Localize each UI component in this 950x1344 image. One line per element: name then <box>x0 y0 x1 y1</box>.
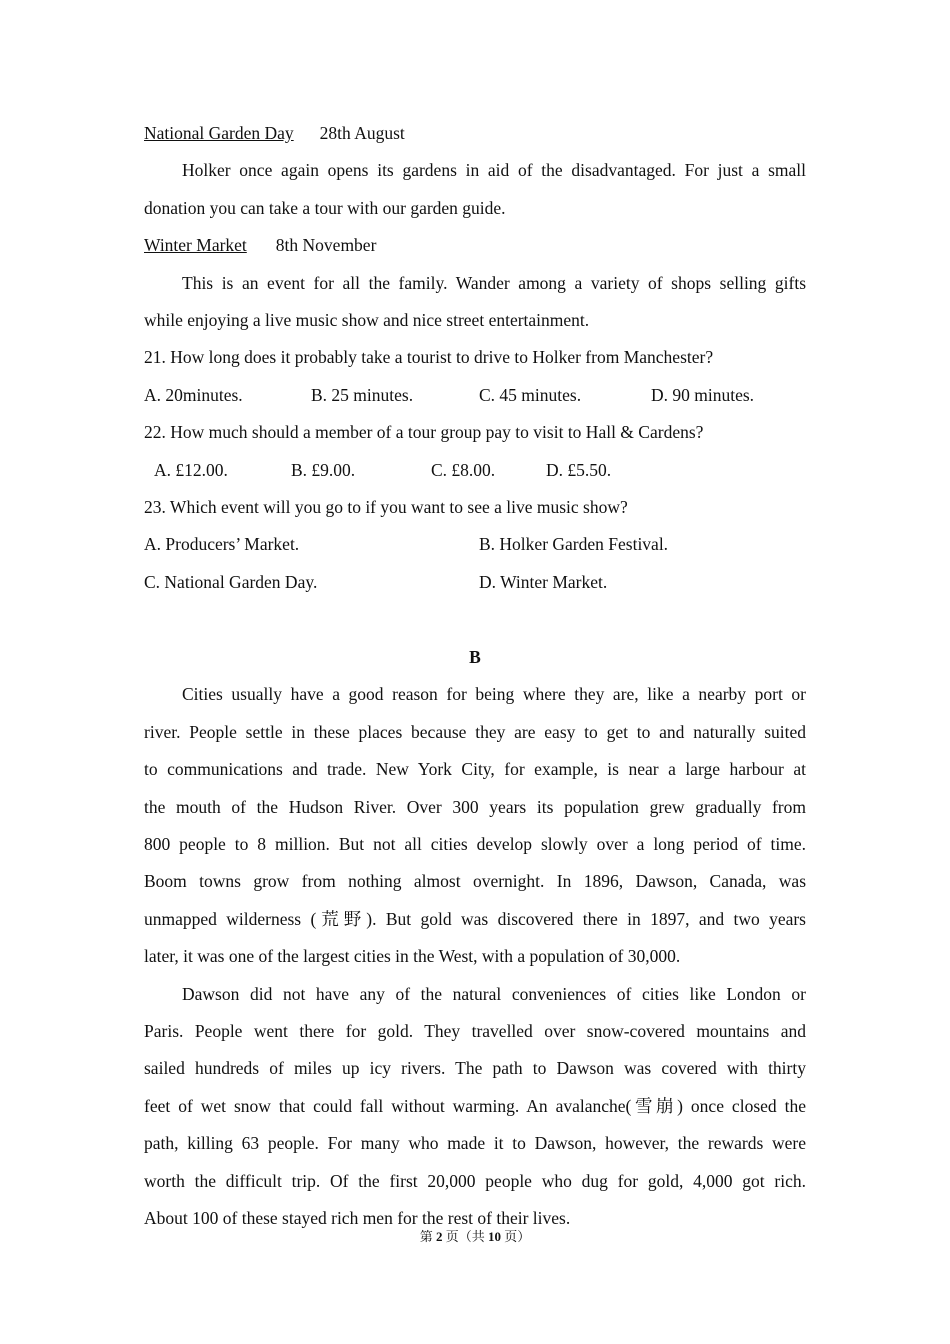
section-heading: B <box>469 647 481 668</box>
passage-line: later, it was one of the largest cities in the West, with a population of 30,000. <box>144 946 681 967</box>
passage-line: worth the difficult trip. Of the first 20,000 people who dug for gold, 4,000 got rich. <box>144 1170 806 1191</box>
passage-line: 800 people to 8 million. But not all cities develop slowly over a long period of time. <box>144 834 806 855</box>
footer-middle: 页（共 <box>442 1229 488 1244</box>
passage-line: unmapped wilderness (荒野). But gold was discovered there in 1897, and two years <box>144 908 806 929</box>
passage-line: Dawson did not have any of the natural conveniences of cities like London or <box>182 983 806 1004</box>
event-description-line: This is an event for all the family. Wander among a variety of shops selling gifts <box>182 272 806 293</box>
question-options <box>144 564 806 601</box>
passage-paragraph <box>144 676 806 975</box>
passage-line: river. People settle in these places because they are easy to get to and naturally suited <box>144 721 806 742</box>
event-name: Winter Market <box>144 235 247 256</box>
question-text: 22. How much should a member of a tour group pay to visit to Hall & Cardens? <box>144 422 704 443</box>
option-a: A. £12.00. <box>154 459 228 480</box>
question-options <box>144 452 806 489</box>
event-date: 8th November <box>275 235 377 256</box>
question-text: 21. How long does it probably take a tourist to drive to Holker from Manchester? <box>144 347 714 368</box>
option-b: B. 25 minutes. <box>311 384 414 405</box>
event-header <box>144 115 806 152</box>
question-options <box>144 526 806 563</box>
event-header <box>144 227 806 264</box>
option-c: C. National Garden Day. <box>144 571 318 592</box>
passage-line: Paris. People went there for gold. They travelled over snow-covered mountains and <box>144 1020 806 1041</box>
option-b: B. £9.00. <box>291 459 356 480</box>
question-text: 23. Which event will you go to if you want to see a live music show? <box>144 496 628 517</box>
option-d: D. 90 minutes. <box>651 384 755 405</box>
passage-line: to communications and trade. New York City, for example, is near a large harbour at <box>144 759 806 780</box>
event-description-line: while enjoying a live music show and nice street entertainment. <box>144 309 590 330</box>
option-c: C. £8.00. <box>431 459 496 480</box>
question-options <box>144 377 806 414</box>
passage-line: Boom towns grow from nothing almost overnight. In 1896, Dawson, Canada, was <box>144 871 806 892</box>
passage-line: sailed hundreds of miles up icy rivers. The path to Dawson was covered with thirty <box>144 1058 806 1079</box>
passage-line: the mouth of the Hudson River. Over 300 years its population grew gradually from <box>144 796 806 817</box>
footer-page-number: 2 <box>435 1229 443 1244</box>
event-description-line: donation you can take a tour with our garden guide. <box>144 197 506 218</box>
passage-line: About 100 of these stayed rich men for the rest of their lives. <box>144 1207 571 1228</box>
option-d: D. Winter Market. <box>479 571 608 592</box>
passage-line: path, killing 63 people. For many who made it to Dawson, however, the rewards were <box>144 1133 806 1154</box>
passage-line: Cities usually have a good reason for being where they are, like a nearby port or <box>182 684 806 705</box>
section-gap <box>144 601 806 639</box>
passage-paragraph <box>144 976 806 1238</box>
option-c: C. 45 minutes. <box>479 384 582 405</box>
footer-prefix: 第 <box>419 1229 436 1244</box>
passage-line: feet of wet snow that could fall without warming. An avalanche(雪崩) once closed the <box>144 1095 806 1116</box>
option-a: A. 20minutes. <box>144 384 243 405</box>
footer-total-pages: 10 <box>488 1229 501 1244</box>
option-b: B. Holker Garden Festival. <box>479 534 669 555</box>
footer-suffix: 页） <box>501 1229 531 1244</box>
option-d: D. £5.50. <box>546 459 612 480</box>
event-name: National Garden Day <box>144 123 294 143</box>
event-description-line: Holker once again opens its gardens in aid of the disadvantaged. For just a small <box>182 160 806 181</box>
option-a: A. Producers’ Market. <box>144 534 300 555</box>
page-footer <box>0 1228 950 1246</box>
document-page <box>144 115 806 1237</box>
event-date: 28th August <box>319 123 405 143</box>
